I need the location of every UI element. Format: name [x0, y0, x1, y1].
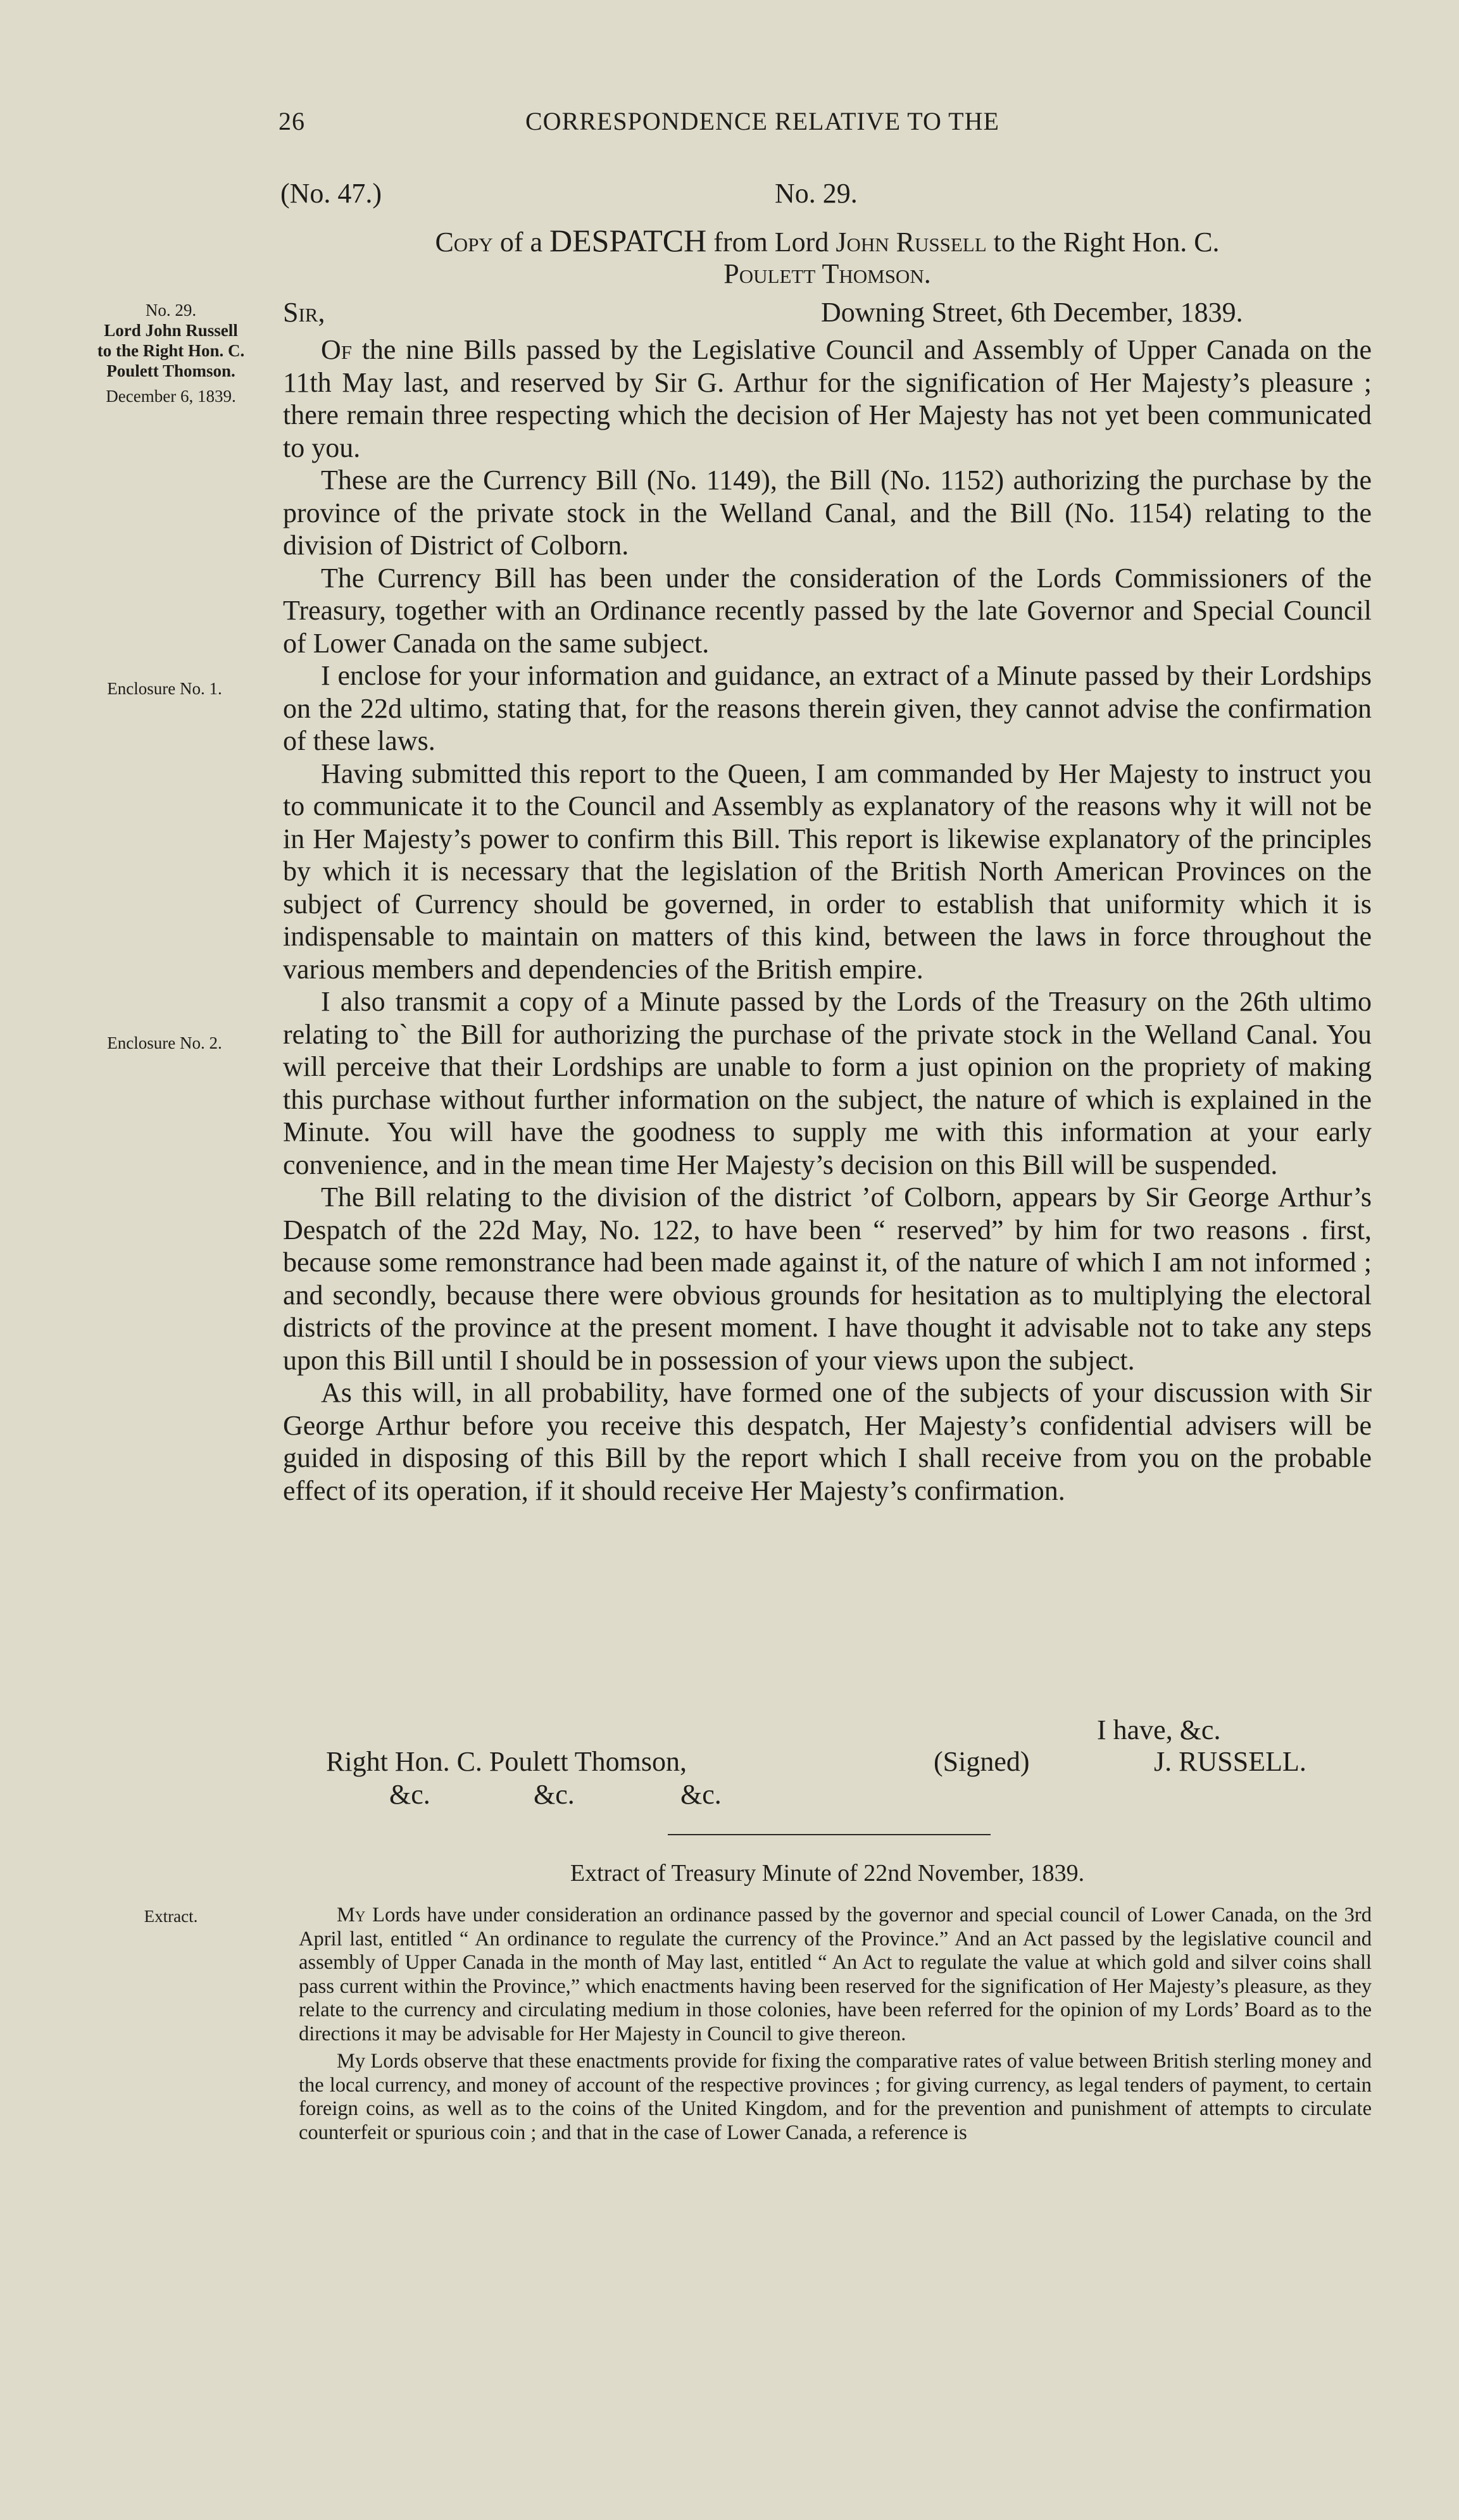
closing-i-have: I have, &c. — [1097, 1714, 1221, 1745]
title-despatch: DESPATCH — [549, 223, 707, 258]
extract-drop-word: My — [337, 1904, 366, 1926]
extract-paragraph — [299, 1904, 1372, 2046]
margin-note-despatch — [76, 300, 266, 406]
margin-enclosure-2: Enclosure No. 2. — [107, 1033, 222, 1052]
margin-name: Poulett Thomson. — [106, 361, 235, 380]
title-from: from Lord — [713, 227, 829, 258]
header-title: CORRESPONDENCE RELATIVE TO THE — [525, 107, 999, 135]
letter-body — [283, 334, 1372, 1507]
paren-number: (No. 47.) — [280, 178, 382, 209]
margin-no: No. 29. — [145, 301, 197, 320]
title-recipient: Poulett Thomson. — [723, 258, 931, 289]
extract-paragraph: My Lords observe that these enactments provide for fixing the comparative rates of value between British sterling money and the local currency, and money of account of the respective provinces ; for giving currency, as legal tenders of payment, to certain foreign coins, as well as to the coins of the United Kingdom, and for the prevention and punishment of attempts to circulate counterfeit or spurious coin ; and that in the case of Lower Canada, a reference is — [299, 2050, 1372, 2144]
paragraph: As this will, in all probability, have formed one of the subjects of your discussion with Sir George Arthur before you receive this despatch, Her Majesty’s confidential advisers will be guided in disposing of this Bill by the report which I shall receive from you on the probable effect of its operation, if it should receive Her Majesty’s confirmation. — [283, 1377, 1372, 1506]
margin-date: December 6, 1839. — [106, 387, 236, 406]
extract-title: Extract of Treasury Minute of 22nd November, 1839. — [570, 1860, 1085, 1887]
paragraph-text: the nine Bills passed by the Legislative Council and Assembly of Upper Canada on the 11th May last, and reserved by Sir G. Arthur for the signification of Her Majesty’s pleasure ; there remain three respecting which the decision of Her Majesty has not yet been communicated to you. — [283, 334, 1372, 463]
paragraph: I enclose for your information and guidance, an extract of a Minute passed by their Lordships on the 22d ultimo, stating that, for the reasons therein given, they cannot advise the confirmation of these laws. — [283, 660, 1372, 756]
paragraph — [283, 334, 1372, 464]
margin-to: to the Right Hon. C. — [97, 341, 245, 360]
extract-body — [299, 1904, 1372, 2145]
paragraph: These are the Currency Bill (No. 1149), the Bill (No. 1152) authorizing the purchase by the province of the private stock in the Welland Canal, and the Bill (No. 1154) relating to the division of District of Colborn. — [283, 465, 1372, 561]
closing-etc-2: &c. — [534, 1779, 575, 1810]
despatch-number: No. 29. — [775, 178, 858, 209]
closing-etc-3: &c. — [680, 1779, 722, 1810]
extract-paragraph-text: Lords have under consideration an ordinance passed by the governor and special council of Lower Canada, on the 3rd April last, entitled “ An ordinance to regulate the currency of the Province.” And an Act passed by the legislative council and assembly of Upper Canada in the month of May last, entitled “ An Act to regulate the value at which gold and silver coins shall pass current within the Province,” which enactments having been reserved for the signification of Her Majesty’s pleasure, as they relate to the currency and circulating medium in those colonies, have been referred for the opinion of my Lords’ Board as to the directions it may be advisable for Her Majesty in Council to give thereon. — [299, 1904, 1372, 2045]
title-of: of a — [499, 227, 543, 258]
salutation: Sir, — [283, 297, 325, 328]
margin-enclosure-1: Enclosure No. 1. — [107, 679, 222, 698]
title-sender: John Russell — [836, 227, 987, 258]
paragraph: The Currency Bill has been under the consideration of the Lords Commissioners of the Treasury, together with an Ordinance recently passed by the late Governor and Special Council of Lower Canada on the same subject. — [283, 562, 1372, 659]
margin-extract: Extract. — [144, 1907, 198, 1926]
closing-addressee: Right Hon. C. Poulett Thomson, — [326, 1746, 687, 1777]
drop-word: Of — [321, 334, 353, 365]
closing-etc-1: &c. — [389, 1779, 430, 1810]
despatch-title — [283, 225, 1372, 290]
page-number: 26 — [279, 107, 305, 135]
place-date: Downing Street, 6th December, 1839. — [821, 297, 1243, 328]
closing-signed: (Signed) — [934, 1746, 1030, 1777]
running-header — [279, 106, 1380, 138]
title-to: to the Right Hon. C. — [993, 227, 1220, 258]
paragraph: Having submitted this report to the Queen, I am commanded by Her Majesty to instruct you to communicate it to the Council and Assembly as explanatory of the reasons why it will not be in Her Majesty’s power to confirm this Bill. This report is likewise explanatory of the principles by which it is necessary that the legislation of the British North American Provinces on the subject of Currency should be governed, in order to establish that uniformity which it is indispensable to maintain on matters of this kind, between the laws in force throughout the various members and dependencies of the British empire. — [283, 758, 1372, 985]
paragraph: The Bill relating to the division of the district ’of Colborn, appears by Sir George Arthur’s Despatch of the 22d May, No. 122, to have been “ reserved” by him for two reasons . first, because some remonstrance had been made against it, of the nature of which I am not informed ; and secondly, because there were obvious grounds for hesitation as to multiplying the electoral districts of the province at the present moment. I have thought it advisable not to take any steps upon this Bill until I should be in possession of your views upon the subject. — [283, 1182, 1372, 1376]
title-copy: Copy — [435, 227, 493, 258]
margin-from: Lord John Russell — [104, 321, 238, 340]
closing-signature: J. RUSSELL. — [1154, 1746, 1306, 1777]
section-divider — [668, 1834, 991, 1835]
paragraph: I also transmit a copy of a Minute passed by the Lords of the Treasury on the 26th ultimo relating to` the Bill for authorizing the purchase of the private stock in the Welland Canal. You will perceive that their Lordships are unable to form a just opinion on the propriety of making this purchase without further information on the subject, the nature of which is explained in the Minute. You will have the goodness to supply me with this information at your early convenience, and in the mean time Her Majesty’s decision on this Bill will be suspended. — [283, 986, 1372, 1180]
